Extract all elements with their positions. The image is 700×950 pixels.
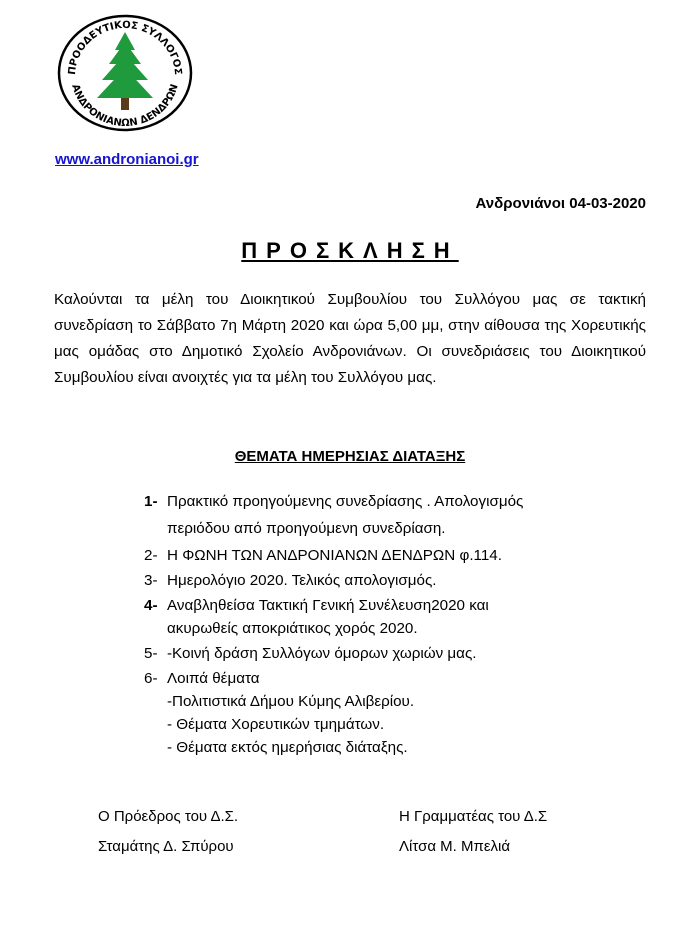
document-title bbox=[0, 238, 700, 264]
agenda-text: Λοιπά θέματα bbox=[167, 670, 260, 687]
agenda-number: 5- bbox=[144, 645, 158, 662]
agenda-text: Η ΦΩΝΗ ΤΩΝ ΑΝΔΡΟΝΙΑΝΩΝ ΔΕΝΔΡΩΝ φ.114. bbox=[167, 547, 502, 564]
agenda-subitem: - Θέματα εκτός ημερήσιας διάταξης. bbox=[167, 739, 408, 756]
logo-arc-bottom-text: ΑΝΔΡΟΝΙΑΝΩΝ ΔΕΝΔΡΩΝ bbox=[69, 82, 181, 130]
agenda-list bbox=[144, 488, 644, 761]
website-link[interactable]: www.andronianoi.gr bbox=[55, 151, 199, 168]
president-signature bbox=[98, 802, 238, 862]
place-date: Ανδρονιάνοι 04-03-2020 bbox=[475, 195, 646, 212]
agenda-number: 2- bbox=[144, 547, 158, 564]
agenda-text: περιόδου από προηγούμενη συνεδρίαση. bbox=[167, 520, 446, 537]
document-title-text: ΠΡΟΣΚΛΗΣΗ bbox=[241, 238, 459, 263]
agenda-text: ακυρωθείς αποκριάτικος χορός 2020. bbox=[167, 620, 418, 637]
agenda-subitem: -Πολιτιστικά Δήμου Κύμης Αλιβερίου. bbox=[167, 693, 415, 710]
association-logo bbox=[57, 14, 193, 132]
invitation-body: Καλούνται τα μέλη του Διοικητικού Συμβουλίου του Συλλόγου μας σε τακτική συνεδρίαση το Σάββατο 7η Μάρτη 2020 και ώρα 5,00 μμ, στην αίθουσα της Χορευτικής μας ομάδας στο Δημοτικό Σχολείο Ανδρονιάνων. Οι συνεδριάσεις του Διοικητικού Συμβουλίου είναι ανοιχτές για τα μέλη του Συλλόγου μας. bbox=[54, 291, 646, 386]
agenda-item-2 bbox=[144, 544, 644, 567]
president-name: Σταμάτης Δ. Σπύρου bbox=[98, 838, 234, 855]
agenda-subitem: - Θέματα Χορευτικών τμημάτων. bbox=[167, 716, 385, 733]
agenda-number: 3- bbox=[144, 572, 158, 589]
president-role: Ο Πρόεδρος του Δ.Σ. bbox=[98, 808, 239, 825]
secretary-name: Λίτσα Μ. Μπελιά bbox=[399, 838, 511, 855]
agenda-item-1 bbox=[144, 488, 644, 542]
agenda-item-3 bbox=[144, 569, 644, 592]
agenda-number: 1- bbox=[144, 493, 158, 510]
agenda-number: 6- bbox=[144, 670, 158, 687]
secretary-role: Η Γραμματέας του Δ.Σ bbox=[399, 808, 548, 825]
secretary-signature bbox=[399, 802, 547, 862]
agenda-text: Αναβληθείσα Τακτική Γενική Συνέλευση2020 και bbox=[167, 597, 489, 614]
agenda-item-4 bbox=[144, 594, 644, 640]
agenda-text: -Κοινή δράση Συλλόγων όμορων χωριών μας. bbox=[167, 645, 477, 662]
agenda-item-5 bbox=[144, 642, 644, 665]
agenda-heading: ΘΕΜΑΤΑ ΗΜΕΡΗΣΙΑΣ ΔΙΑΤΑΞΗΣ bbox=[234, 448, 466, 465]
pine-tree-icon bbox=[97, 32, 153, 110]
logo-arc-top-text: ΠΡΟΟΔΕΥΤΙΚΟΣ ΣΥΛΛΟΓΟΣ bbox=[66, 19, 184, 76]
agenda-item-6 bbox=[144, 667, 644, 759]
agenda-text: Ημερολόγιο 2020. Τελικός απολογισμός. bbox=[167, 572, 437, 589]
agenda-text: Πρακτικό προηγούμενης συνεδρίασης . Απολογισμός bbox=[167, 493, 524, 510]
agenda-number: 4- bbox=[144, 597, 158, 614]
